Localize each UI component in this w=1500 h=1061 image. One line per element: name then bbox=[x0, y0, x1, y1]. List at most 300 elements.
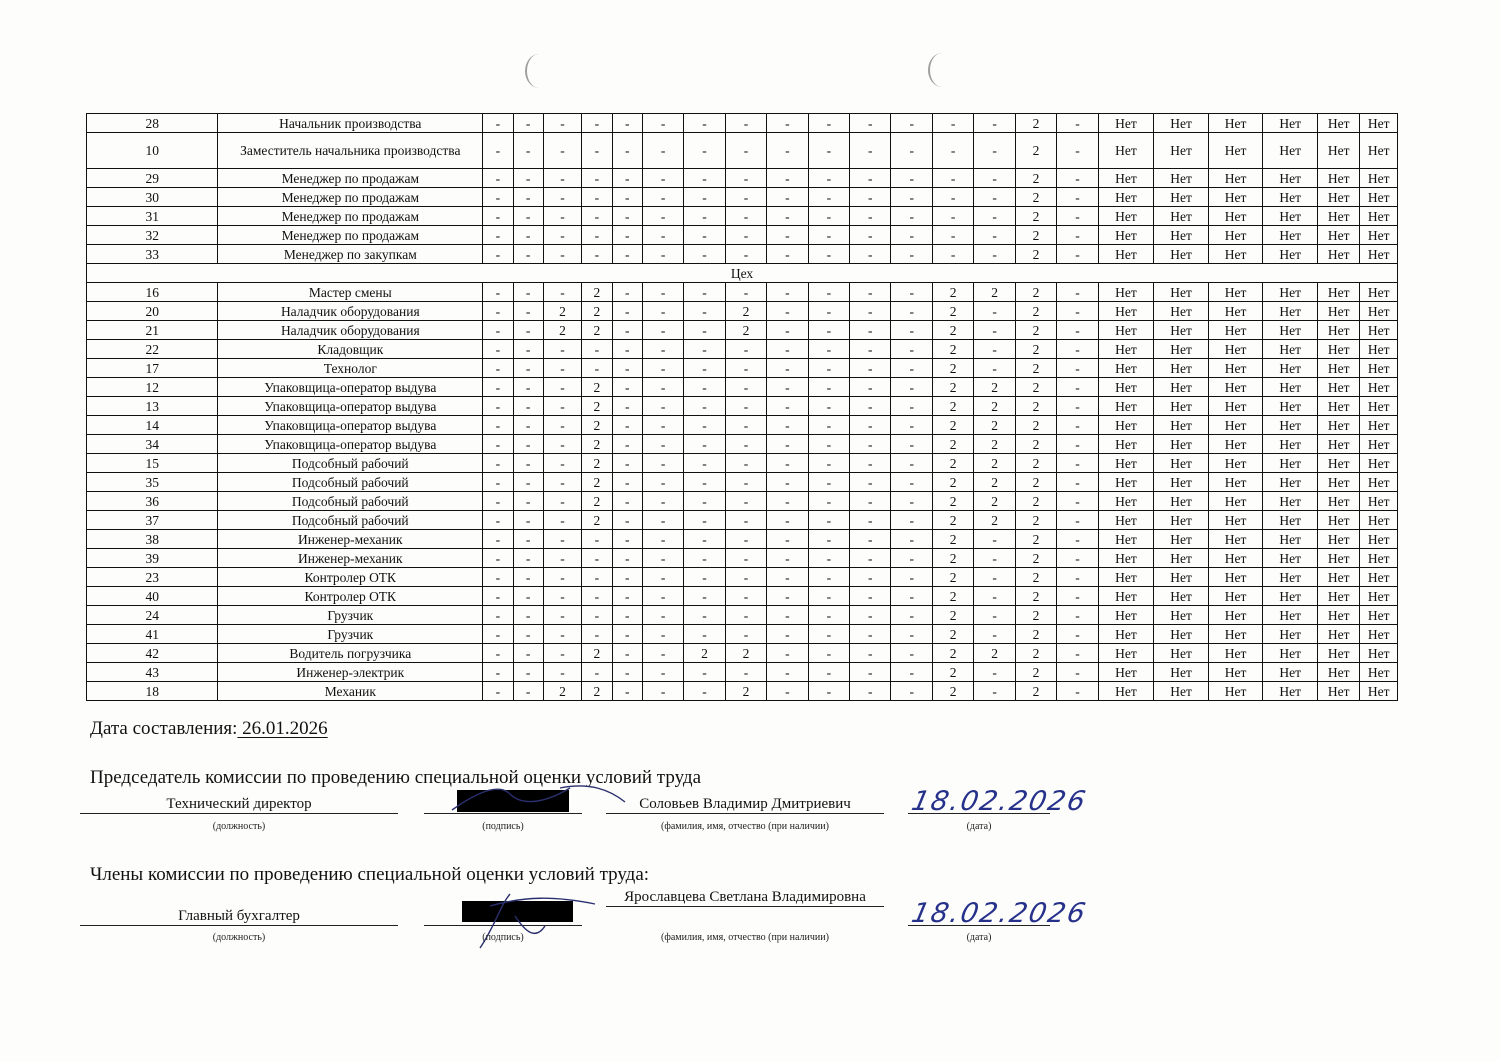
factor-class-cell: 2 bbox=[1015, 188, 1056, 207]
factor-class-cell: - bbox=[808, 397, 849, 416]
flag-cell: Нет bbox=[1360, 302, 1398, 321]
factor-class-cell: - bbox=[1057, 245, 1098, 264]
flag-cell: Нет bbox=[1317, 283, 1359, 302]
factor-class-cell: - bbox=[725, 454, 766, 473]
factor-class-cell: - bbox=[932, 114, 973, 133]
flag-cell: Нет bbox=[1154, 397, 1209, 416]
factor-class-cell: - bbox=[582, 587, 612, 606]
factor-class-cell: - bbox=[582, 530, 612, 549]
factor-class-cell: - bbox=[891, 568, 932, 587]
factor-class-cell: - bbox=[725, 492, 766, 511]
flag-cell: Нет bbox=[1360, 435, 1398, 454]
flag-cell: Нет bbox=[1098, 207, 1154, 226]
factor-class-cell: - bbox=[767, 207, 808, 226]
position-name: Наладчик оборудования bbox=[218, 321, 483, 340]
flag-cell: Нет bbox=[1317, 435, 1359, 454]
flag-cell: Нет bbox=[1263, 568, 1318, 587]
factor-class-cell: - bbox=[725, 435, 766, 454]
factor-class-cell: - bbox=[483, 226, 513, 245]
flag-cell: Нет bbox=[1317, 340, 1359, 359]
factor-class-cell: 2 bbox=[582, 682, 612, 701]
factor-class-cell: 2 bbox=[582, 492, 612, 511]
factor-class-cell: 2 bbox=[1015, 663, 1056, 682]
factor-class-cell: - bbox=[483, 245, 513, 264]
factor-class-cell: - bbox=[808, 133, 849, 169]
flag-cell: Нет bbox=[1360, 606, 1398, 625]
workplace-number: 36 bbox=[87, 492, 218, 511]
flag-cell: Нет bbox=[1098, 454, 1154, 473]
factor-class-cell: - bbox=[891, 226, 932, 245]
flag-cell: Нет bbox=[1208, 207, 1263, 226]
workplace-number: 37 bbox=[87, 511, 218, 530]
factor-class-cell: - bbox=[684, 682, 725, 701]
factor-class-cell: - bbox=[642, 530, 683, 549]
factor-class-cell: - bbox=[767, 663, 808, 682]
factor-class-cell: - bbox=[725, 378, 766, 397]
factor-class-cell: - bbox=[513, 133, 543, 169]
factor-class-cell: - bbox=[891, 378, 932, 397]
workplace-number: 42 bbox=[87, 644, 218, 663]
flag-cell: Нет bbox=[1098, 283, 1154, 302]
flag-cell: Нет bbox=[1098, 226, 1154, 245]
flag-cell: Нет bbox=[1360, 226, 1398, 245]
factor-class-cell: - bbox=[543, 207, 581, 226]
factor-class-cell: - bbox=[808, 416, 849, 435]
factor-class-cell: - bbox=[483, 283, 513, 302]
factor-class-cell: - bbox=[974, 625, 1015, 644]
flag-cell: Нет bbox=[1154, 378, 1209, 397]
factor-class-cell: - bbox=[850, 188, 891, 207]
factor-class-cell: - bbox=[684, 663, 725, 682]
factor-class-cell: - bbox=[850, 226, 891, 245]
table-row bbox=[87, 682, 1398, 701]
factor-class-cell: - bbox=[850, 169, 891, 188]
factor-class-cell: - bbox=[513, 568, 543, 587]
factor-class-cell: - bbox=[1057, 416, 1098, 435]
factor-class-cell: - bbox=[582, 340, 612, 359]
factor-class-cell: - bbox=[642, 473, 683, 492]
flag-cell: Нет bbox=[1360, 625, 1398, 644]
factor-class-cell: - bbox=[543, 397, 581, 416]
factor-class-cell: - bbox=[543, 492, 581, 511]
factor-class-cell: - bbox=[850, 207, 891, 226]
position-name: Инженер-электрик bbox=[218, 663, 483, 682]
factor-class-cell: - bbox=[612, 530, 642, 549]
factor-class-cell: - bbox=[725, 283, 766, 302]
factor-class-cell: - bbox=[767, 606, 808, 625]
flag-cell: Нет bbox=[1154, 340, 1209, 359]
factor-class-cell: 2 bbox=[932, 511, 973, 530]
flag-cell: Нет bbox=[1098, 302, 1154, 321]
factor-class-cell: - bbox=[684, 511, 725, 530]
table-row bbox=[87, 114, 1398, 133]
flag-cell: Нет bbox=[1317, 188, 1359, 207]
flag-cell: Нет bbox=[1154, 245, 1209, 264]
flag-cell: Нет bbox=[1263, 606, 1318, 625]
factor-class-cell: - bbox=[684, 492, 725, 511]
factor-class-cell: - bbox=[642, 682, 683, 701]
factor-class-cell: - bbox=[612, 340, 642, 359]
factor-class-cell: - bbox=[1057, 340, 1098, 359]
factor-class-cell: 2 bbox=[932, 587, 973, 606]
factor-class-cell: 2 bbox=[932, 397, 973, 416]
workplace-number: 10 bbox=[87, 133, 218, 169]
factor-class-cell: - bbox=[974, 302, 1015, 321]
factor-class-cell: - bbox=[891, 435, 932, 454]
factor-class-cell: - bbox=[612, 549, 642, 568]
punch-hole-mark bbox=[928, 53, 956, 87]
flag-cell: Нет bbox=[1317, 416, 1359, 435]
position-name: Наладчик оборудования bbox=[218, 302, 483, 321]
factor-class-cell: - bbox=[684, 473, 725, 492]
factor-class-cell: - bbox=[1057, 133, 1098, 169]
flag-cell: Нет bbox=[1263, 169, 1318, 188]
factor-class-cell: - bbox=[684, 188, 725, 207]
flag-cell: Нет bbox=[1154, 625, 1209, 644]
factor-class-cell: - bbox=[974, 568, 1015, 587]
factor-class-cell: - bbox=[932, 133, 973, 169]
factor-class-cell: - bbox=[513, 511, 543, 530]
flag-cell: Нет bbox=[1154, 435, 1209, 454]
flag-cell: Нет bbox=[1360, 283, 1398, 302]
member-signature-scribble bbox=[455, 886, 615, 956]
factor-class-cell: - bbox=[808, 226, 849, 245]
factor-class-cell: - bbox=[725, 114, 766, 133]
factor-class-cell: 2 bbox=[725, 321, 766, 340]
flag-cell: Нет bbox=[1154, 283, 1209, 302]
flag-cell: Нет bbox=[1317, 378, 1359, 397]
table-row bbox=[87, 245, 1398, 264]
flag-cell: Нет bbox=[1317, 454, 1359, 473]
flag-cell: Нет bbox=[1098, 378, 1154, 397]
factor-class-cell: - bbox=[642, 378, 683, 397]
flag-cell: Нет bbox=[1208, 625, 1263, 644]
factor-class-cell: - bbox=[684, 625, 725, 644]
factor-class-cell: - bbox=[808, 663, 849, 682]
factor-class-cell: - bbox=[483, 530, 513, 549]
flag-cell: Нет bbox=[1154, 549, 1209, 568]
factor-class-cell: - bbox=[513, 549, 543, 568]
factor-class-cell: - bbox=[767, 188, 808, 207]
factor-class-cell: 2 bbox=[1015, 378, 1056, 397]
factor-class-cell: - bbox=[725, 511, 766, 530]
flag-cell: Нет bbox=[1098, 188, 1154, 207]
factor-class-cell: - bbox=[850, 530, 891, 549]
factor-class-cell: - bbox=[767, 245, 808, 264]
factor-class-cell: - bbox=[974, 245, 1015, 264]
factor-class-cell: 2 bbox=[932, 340, 973, 359]
flag-cell: Нет bbox=[1317, 606, 1359, 625]
factor-class-cell: - bbox=[1057, 625, 1098, 644]
flag-cell: Нет bbox=[1360, 416, 1398, 435]
factor-class-cell: - bbox=[582, 114, 612, 133]
flag-cell: Нет bbox=[1208, 359, 1263, 378]
factor-class-cell: 2 bbox=[932, 473, 973, 492]
flag-cell: Нет bbox=[1263, 302, 1318, 321]
workplace-number: 40 bbox=[87, 587, 218, 606]
factor-class-cell: - bbox=[582, 359, 612, 378]
factor-class-cell: 2 bbox=[932, 530, 973, 549]
factor-class-cell: 2 bbox=[932, 321, 973, 340]
flag-cell: Нет bbox=[1263, 245, 1318, 264]
factor-class-cell: - bbox=[612, 587, 642, 606]
flag-cell: Нет bbox=[1263, 530, 1318, 549]
factor-class-cell: - bbox=[1057, 283, 1098, 302]
factor-class-cell: - bbox=[483, 169, 513, 188]
flag-cell: Нет bbox=[1317, 397, 1359, 416]
flag-cell: Нет bbox=[1098, 245, 1154, 264]
factor-class-cell: - bbox=[612, 133, 642, 169]
factor-class-cell: - bbox=[725, 530, 766, 549]
factor-class-cell: 2 bbox=[1015, 114, 1056, 133]
position-name: Водитель погрузчика bbox=[218, 644, 483, 663]
factor-class-cell: - bbox=[642, 549, 683, 568]
factor-class-cell: - bbox=[767, 397, 808, 416]
factor-class-cell: - bbox=[850, 321, 891, 340]
position-name: Кладовщик bbox=[218, 340, 483, 359]
factor-class-cell: - bbox=[974, 207, 1015, 226]
factor-class-cell: - bbox=[891, 663, 932, 682]
factor-class-cell: - bbox=[725, 359, 766, 378]
position-name: Менеджер по продажам bbox=[218, 207, 483, 226]
position-name: Упаковщица-оператор выдува bbox=[218, 378, 483, 397]
factor-class-cell: - bbox=[808, 188, 849, 207]
flag-cell: Нет bbox=[1317, 625, 1359, 644]
factor-class-cell: 2 bbox=[543, 302, 581, 321]
flag-cell: Нет bbox=[1360, 207, 1398, 226]
factor-class-cell: - bbox=[684, 568, 725, 587]
factor-class-cell: - bbox=[684, 530, 725, 549]
flag-cell: Нет bbox=[1154, 663, 1209, 682]
flag-cell: Нет bbox=[1154, 492, 1209, 511]
factor-class-cell: - bbox=[582, 625, 612, 644]
flag-cell: Нет bbox=[1263, 133, 1318, 169]
factor-class-cell: - bbox=[483, 435, 513, 454]
flag-cell: Нет bbox=[1098, 644, 1154, 663]
factor-class-cell: 2 bbox=[932, 549, 973, 568]
section-row bbox=[87, 264, 1398, 283]
flag-cell: Нет bbox=[1208, 226, 1263, 245]
factor-class-cell: 2 bbox=[582, 378, 612, 397]
factor-class-cell: - bbox=[642, 321, 683, 340]
factor-class-cell: - bbox=[725, 169, 766, 188]
factor-class-cell: - bbox=[850, 454, 891, 473]
factor-class-cell: - bbox=[891, 625, 932, 644]
factor-class-cell: - bbox=[513, 606, 543, 625]
chairman-handwritten-date: 18.02.2026 bbox=[908, 786, 1090, 817]
factor-class-cell: - bbox=[767, 226, 808, 245]
flag-cell: Нет bbox=[1263, 321, 1318, 340]
workplace-number: 18 bbox=[87, 682, 218, 701]
workplace-number: 33 bbox=[87, 245, 218, 264]
factor-class-cell: 2 bbox=[974, 378, 1015, 397]
factor-class-cell: 2 bbox=[582, 302, 612, 321]
factor-class-cell: - bbox=[974, 133, 1015, 169]
factor-class-cell: 2 bbox=[932, 568, 973, 587]
table-row bbox=[87, 568, 1398, 587]
factor-class-cell: 2 bbox=[582, 416, 612, 435]
factor-class-cell: - bbox=[891, 302, 932, 321]
table-row bbox=[87, 492, 1398, 511]
factor-class-cell: 2 bbox=[1015, 644, 1056, 663]
factor-class-cell: - bbox=[483, 663, 513, 682]
factor-class-cell: - bbox=[808, 207, 849, 226]
factor-class-cell: - bbox=[767, 416, 808, 435]
flag-cell: Нет bbox=[1154, 226, 1209, 245]
factor-class-cell: - bbox=[612, 226, 642, 245]
factor-class-cell: - bbox=[684, 359, 725, 378]
factor-class-cell: - bbox=[891, 587, 932, 606]
factor-class-cell: - bbox=[850, 473, 891, 492]
factor-class-cell: 2 bbox=[1015, 359, 1056, 378]
factor-class-cell: - bbox=[725, 245, 766, 264]
flag-cell: Нет bbox=[1263, 340, 1318, 359]
flag-cell: Нет bbox=[1263, 378, 1318, 397]
factor-class-cell: - bbox=[808, 169, 849, 188]
members-heading: Члены комиссии по проведению специальной оценки условий труда: bbox=[90, 864, 650, 885]
factor-class-cell: 2 bbox=[932, 302, 973, 321]
factor-class-cell: - bbox=[850, 359, 891, 378]
factor-class-cell: - bbox=[612, 359, 642, 378]
flag-cell: Нет bbox=[1317, 207, 1359, 226]
factor-class-cell: - bbox=[543, 454, 581, 473]
chairman-signature-scribble bbox=[440, 780, 640, 820]
factor-class-cell: - bbox=[642, 606, 683, 625]
factor-class-cell: - bbox=[974, 340, 1015, 359]
factor-class-cell: - bbox=[808, 549, 849, 568]
factor-class-cell: - bbox=[513, 188, 543, 207]
workplace-number: 20 bbox=[87, 302, 218, 321]
factor-class-cell: - bbox=[1057, 378, 1098, 397]
flag-cell: Нет bbox=[1360, 188, 1398, 207]
factor-class-cell: 2 bbox=[1015, 226, 1056, 245]
factor-class-cell: - bbox=[582, 133, 612, 169]
factor-class-cell: - bbox=[767, 625, 808, 644]
workplace-number: 17 bbox=[87, 359, 218, 378]
position-name: Подсобный рабочий bbox=[218, 454, 483, 473]
factor-class-cell: - bbox=[808, 606, 849, 625]
flag-cell: Нет bbox=[1154, 644, 1209, 663]
factor-class-cell: - bbox=[808, 644, 849, 663]
flag-cell: Нет bbox=[1317, 473, 1359, 492]
flag-cell: Нет bbox=[1098, 587, 1154, 606]
flag-cell: Нет bbox=[1360, 644, 1398, 663]
factor-class-cell: - bbox=[642, 188, 683, 207]
flag-cell: Нет bbox=[1098, 682, 1154, 701]
factor-class-cell: - bbox=[513, 530, 543, 549]
flag-cell: Нет bbox=[1263, 359, 1318, 378]
factor-class-cell: - bbox=[767, 283, 808, 302]
factor-class-cell: - bbox=[582, 606, 612, 625]
factor-class-cell: - bbox=[543, 188, 581, 207]
flag-cell: Нет bbox=[1263, 682, 1318, 701]
flag-cell: Нет bbox=[1154, 682, 1209, 701]
factor-class-cell: - bbox=[725, 587, 766, 606]
flag-cell: Нет bbox=[1208, 378, 1263, 397]
position-name: Инженер-механик bbox=[218, 530, 483, 549]
factor-class-cell: - bbox=[808, 359, 849, 378]
flag-cell: Нет bbox=[1317, 321, 1359, 340]
factor-class-cell: - bbox=[543, 283, 581, 302]
factor-class-cell: - bbox=[642, 226, 683, 245]
factor-class-cell: 2 bbox=[932, 416, 973, 435]
workplace-number: 16 bbox=[87, 283, 218, 302]
factor-class-cell: - bbox=[974, 530, 1015, 549]
flag-cell: Нет bbox=[1360, 245, 1398, 264]
factor-class-cell: - bbox=[808, 473, 849, 492]
factor-class-cell: - bbox=[642, 114, 683, 133]
factor-class-cell: - bbox=[1057, 663, 1098, 682]
flag-cell: Нет bbox=[1360, 568, 1398, 587]
flag-cell: Нет bbox=[1263, 625, 1318, 644]
flag-cell: Нет bbox=[1208, 473, 1263, 492]
factor-class-cell: - bbox=[483, 625, 513, 644]
factor-class-cell: - bbox=[513, 378, 543, 397]
factor-class-cell: - bbox=[582, 188, 612, 207]
workplace-assessment-table bbox=[86, 113, 1398, 701]
chairman-heading: Председатель комиссии по проведению специальной оценки условий труда bbox=[90, 767, 701, 788]
factor-class-cell: 2 bbox=[1015, 549, 1056, 568]
factor-class-cell: - bbox=[1057, 188, 1098, 207]
factor-class-cell: - bbox=[612, 302, 642, 321]
factor-class-cell: - bbox=[612, 473, 642, 492]
table-row bbox=[87, 340, 1398, 359]
factor-class-cell: - bbox=[891, 188, 932, 207]
factor-class-cell: - bbox=[612, 245, 642, 264]
flag-cell: Нет bbox=[1098, 625, 1154, 644]
factor-class-cell: - bbox=[808, 511, 849, 530]
factor-class-cell: - bbox=[767, 492, 808, 511]
chairman-position-caption: (должность) bbox=[212, 821, 266, 832]
flag-cell: Нет bbox=[1263, 226, 1318, 245]
flag-cell: Нет bbox=[1154, 302, 1209, 321]
workplace-number: 13 bbox=[87, 397, 218, 416]
table-row bbox=[87, 454, 1398, 473]
flag-cell: Нет bbox=[1208, 114, 1263, 133]
factor-class-cell: - bbox=[513, 587, 543, 606]
factor-class-cell: - bbox=[543, 378, 581, 397]
flag-cell: Нет bbox=[1098, 511, 1154, 530]
position-name: Менеджер по закупкам bbox=[218, 245, 483, 264]
chairman-signature-caption: (подпись) bbox=[482, 821, 524, 832]
factor-class-cell: - bbox=[612, 606, 642, 625]
factor-class-cell: - bbox=[684, 606, 725, 625]
factor-class-cell: - bbox=[612, 169, 642, 188]
factor-class-cell: 2 bbox=[974, 473, 1015, 492]
workplace-number: 21 bbox=[87, 321, 218, 340]
member-date-caption: (дата) bbox=[966, 932, 992, 943]
factor-class-cell: - bbox=[684, 416, 725, 435]
factor-class-cell: - bbox=[612, 188, 642, 207]
flag-cell: Нет bbox=[1154, 473, 1209, 492]
table-row bbox=[87, 473, 1398, 492]
factor-class-cell: - bbox=[725, 188, 766, 207]
workplace-number: 28 bbox=[87, 114, 218, 133]
factor-class-cell: - bbox=[891, 416, 932, 435]
factor-class-cell: - bbox=[684, 207, 725, 226]
position-name: Подсобный рабочий bbox=[218, 511, 483, 530]
workplace-number: 30 bbox=[87, 188, 218, 207]
table-row bbox=[87, 625, 1398, 644]
factor-class-cell: - bbox=[483, 359, 513, 378]
flag-cell: Нет bbox=[1154, 114, 1209, 133]
position-name: Подсобный рабочий bbox=[218, 492, 483, 511]
factor-class-cell: 2 bbox=[1015, 587, 1056, 606]
factor-class-cell: - bbox=[483, 549, 513, 568]
position-name: Технолог bbox=[218, 359, 483, 378]
factor-class-cell: - bbox=[642, 302, 683, 321]
factor-class-cell: - bbox=[543, 644, 581, 663]
